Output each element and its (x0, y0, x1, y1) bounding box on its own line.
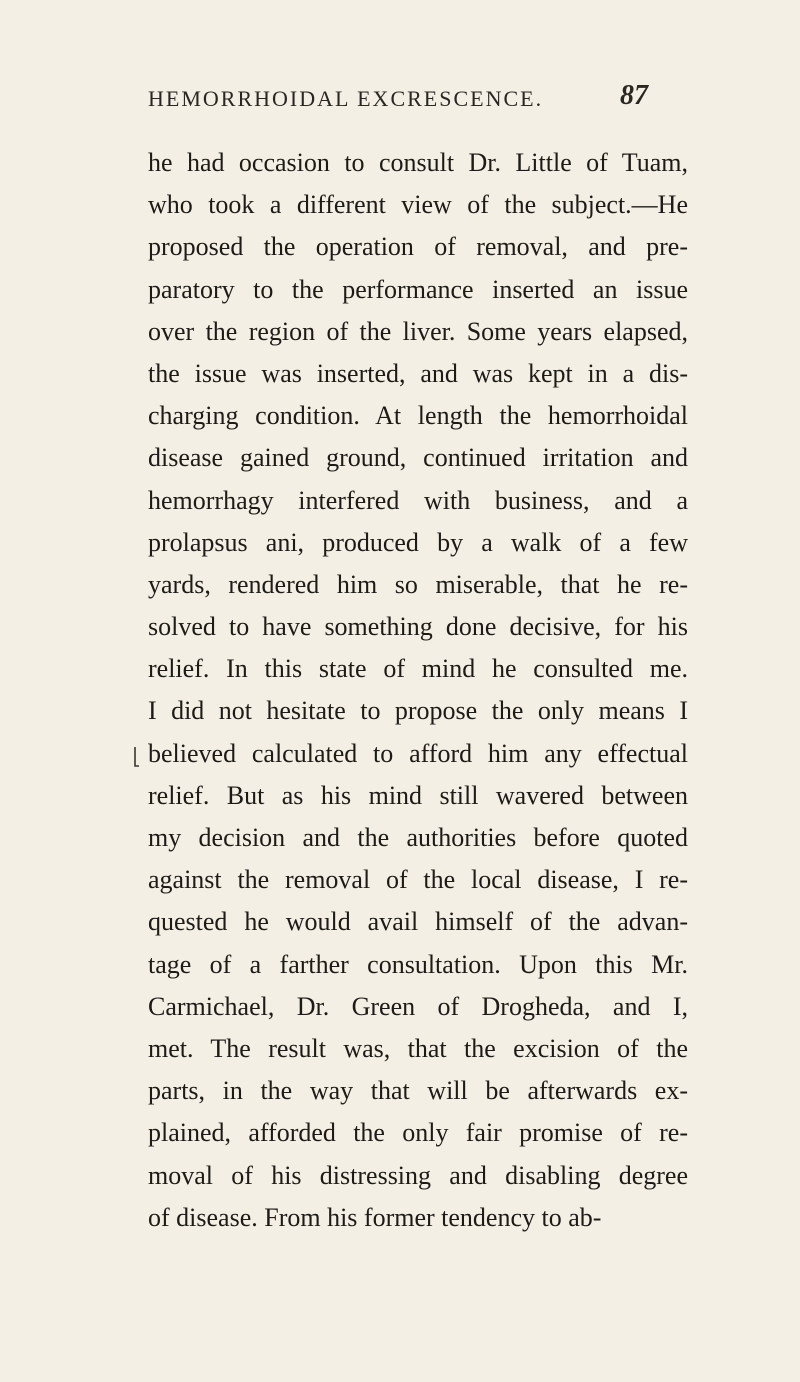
text-line: Carmichael, Dr. Green of Drogheda, and I, (148, 991, 688, 1021)
text-line: relief. In this state of mind he consulted me. (148, 654, 688, 684)
text-line: moval of his distressing and disabling degree (148, 1160, 688, 1190)
text-line: met. The result was, that the excision of the (148, 1033, 688, 1063)
text-line: charging condition. At length the hemorrhoidal (148, 401, 688, 431)
page-number: 87 (620, 80, 648, 111)
text-line: hemorrhagy interfered with business, and a (148, 485, 688, 515)
text-line: quested he would avail himself of the advan- (148, 907, 688, 937)
text-line: who took a different view of the subject.—He (148, 190, 688, 220)
text-line: of disease. From his former tendency to ab- (148, 1202, 602, 1232)
text-line: relief. But as his mind still wavered between (148, 780, 688, 810)
text-line: over the region of the liver. Some years elapsed, (148, 316, 688, 346)
text-line: the issue was inserted, and was kept in a dis- (148, 358, 688, 388)
text-line: prolapsus ani, produced by a walk of a few (148, 527, 688, 557)
text-line: proposed the operation of removal, and pre- (148, 232, 688, 262)
text-line: solved to have something done decisive, for his (148, 612, 688, 642)
margin-mark (131, 746, 140, 768)
text-line: yards, rendered him so miserable, that he re- (148, 569, 688, 599)
text-line: he had occasion to consult Dr. Little of Tuam, (148, 148, 688, 177)
text-line: tage of a farther consultation. Upon this Mr. (148, 949, 688, 979)
text-line: disease gained ground, continued irritation and (148, 443, 688, 473)
running-head: HEMORRHOIDAL EXCRESCENCE. (148, 86, 544, 111)
text-line: paratory to the performance inserted an issue (148, 274, 688, 304)
text-line: my decision and the authorities before quoted (148, 823, 688, 852)
text-line: I did not hesitate to propose the only means I (148, 696, 688, 726)
body-text (148, 142, 688, 1239)
text-line: against the removal of the local disease, I re- (148, 865, 688, 895)
text-line: believed calculated to afford him any effectual (148, 738, 688, 768)
text-line: parts, in the way that will be afterwards ex- (148, 1076, 688, 1106)
text-line: plained, afforded the only fair promise of re- (148, 1118, 688, 1148)
